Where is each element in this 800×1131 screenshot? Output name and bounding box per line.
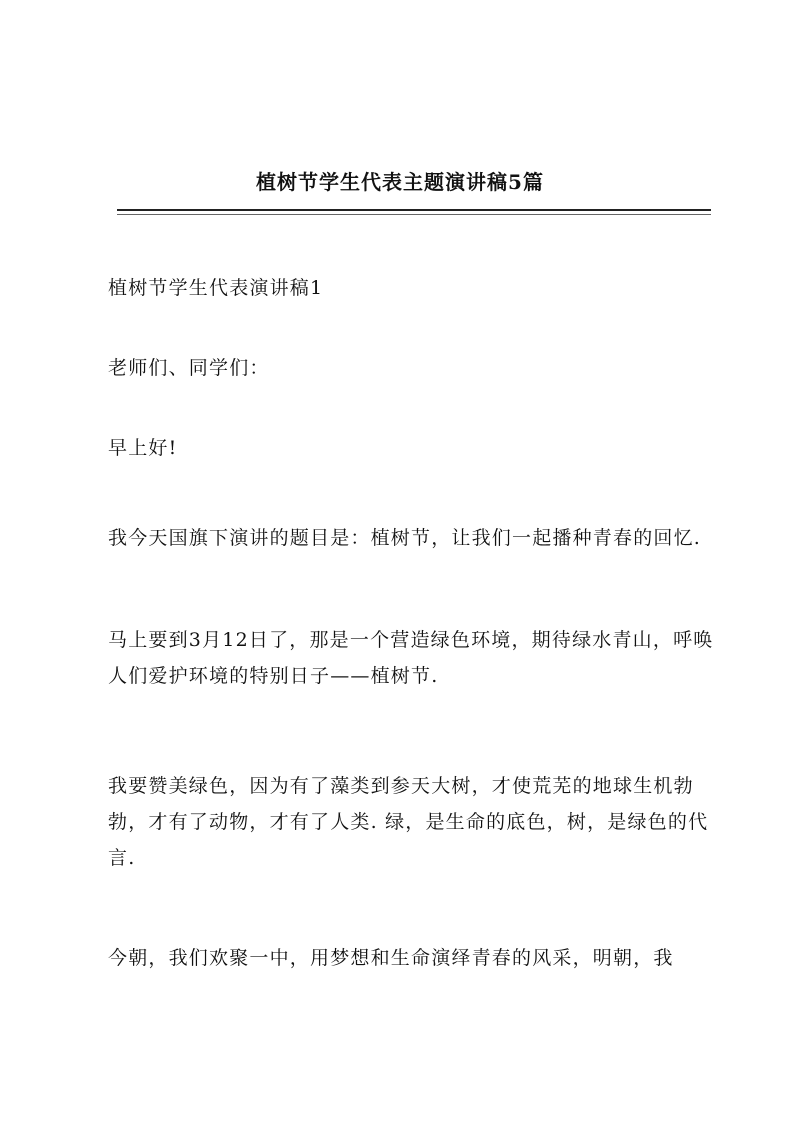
today-paragraph: 今朝，我们欢聚一中，用梦想和生命演绎青春的风采，明朝，我 xyxy=(108,947,674,969)
intro-paragraph: 我今天国旗下演讲的题目是：植树节，让我们一起播种青春的回忆. xyxy=(108,527,702,549)
morning-paragraph: 早上好! xyxy=(108,437,178,459)
title-underline xyxy=(117,209,711,211)
greeting-paragraph: 老师们、同学们： xyxy=(108,357,270,379)
document-title: 植树节学生代表主题演讲稿5篇 xyxy=(256,170,544,194)
date-paragraph: 马上要到3月12日了，那是一个营造绿色环境，期待绿水青山，呼唤人们爱护环境的特别日子——植树节. xyxy=(108,629,714,687)
title-underline-thin xyxy=(117,214,711,215)
praise-paragraph: 我要赞美绿色，因为有了藻类到参天大树，才使荒芜的地球生机勃勃，才有了动物，才有了人类. 绿，是生命的底色，树，是绿色的代言. xyxy=(108,775,709,869)
speech-heading: 植树节学生代表演讲稿1 xyxy=(108,277,324,299)
